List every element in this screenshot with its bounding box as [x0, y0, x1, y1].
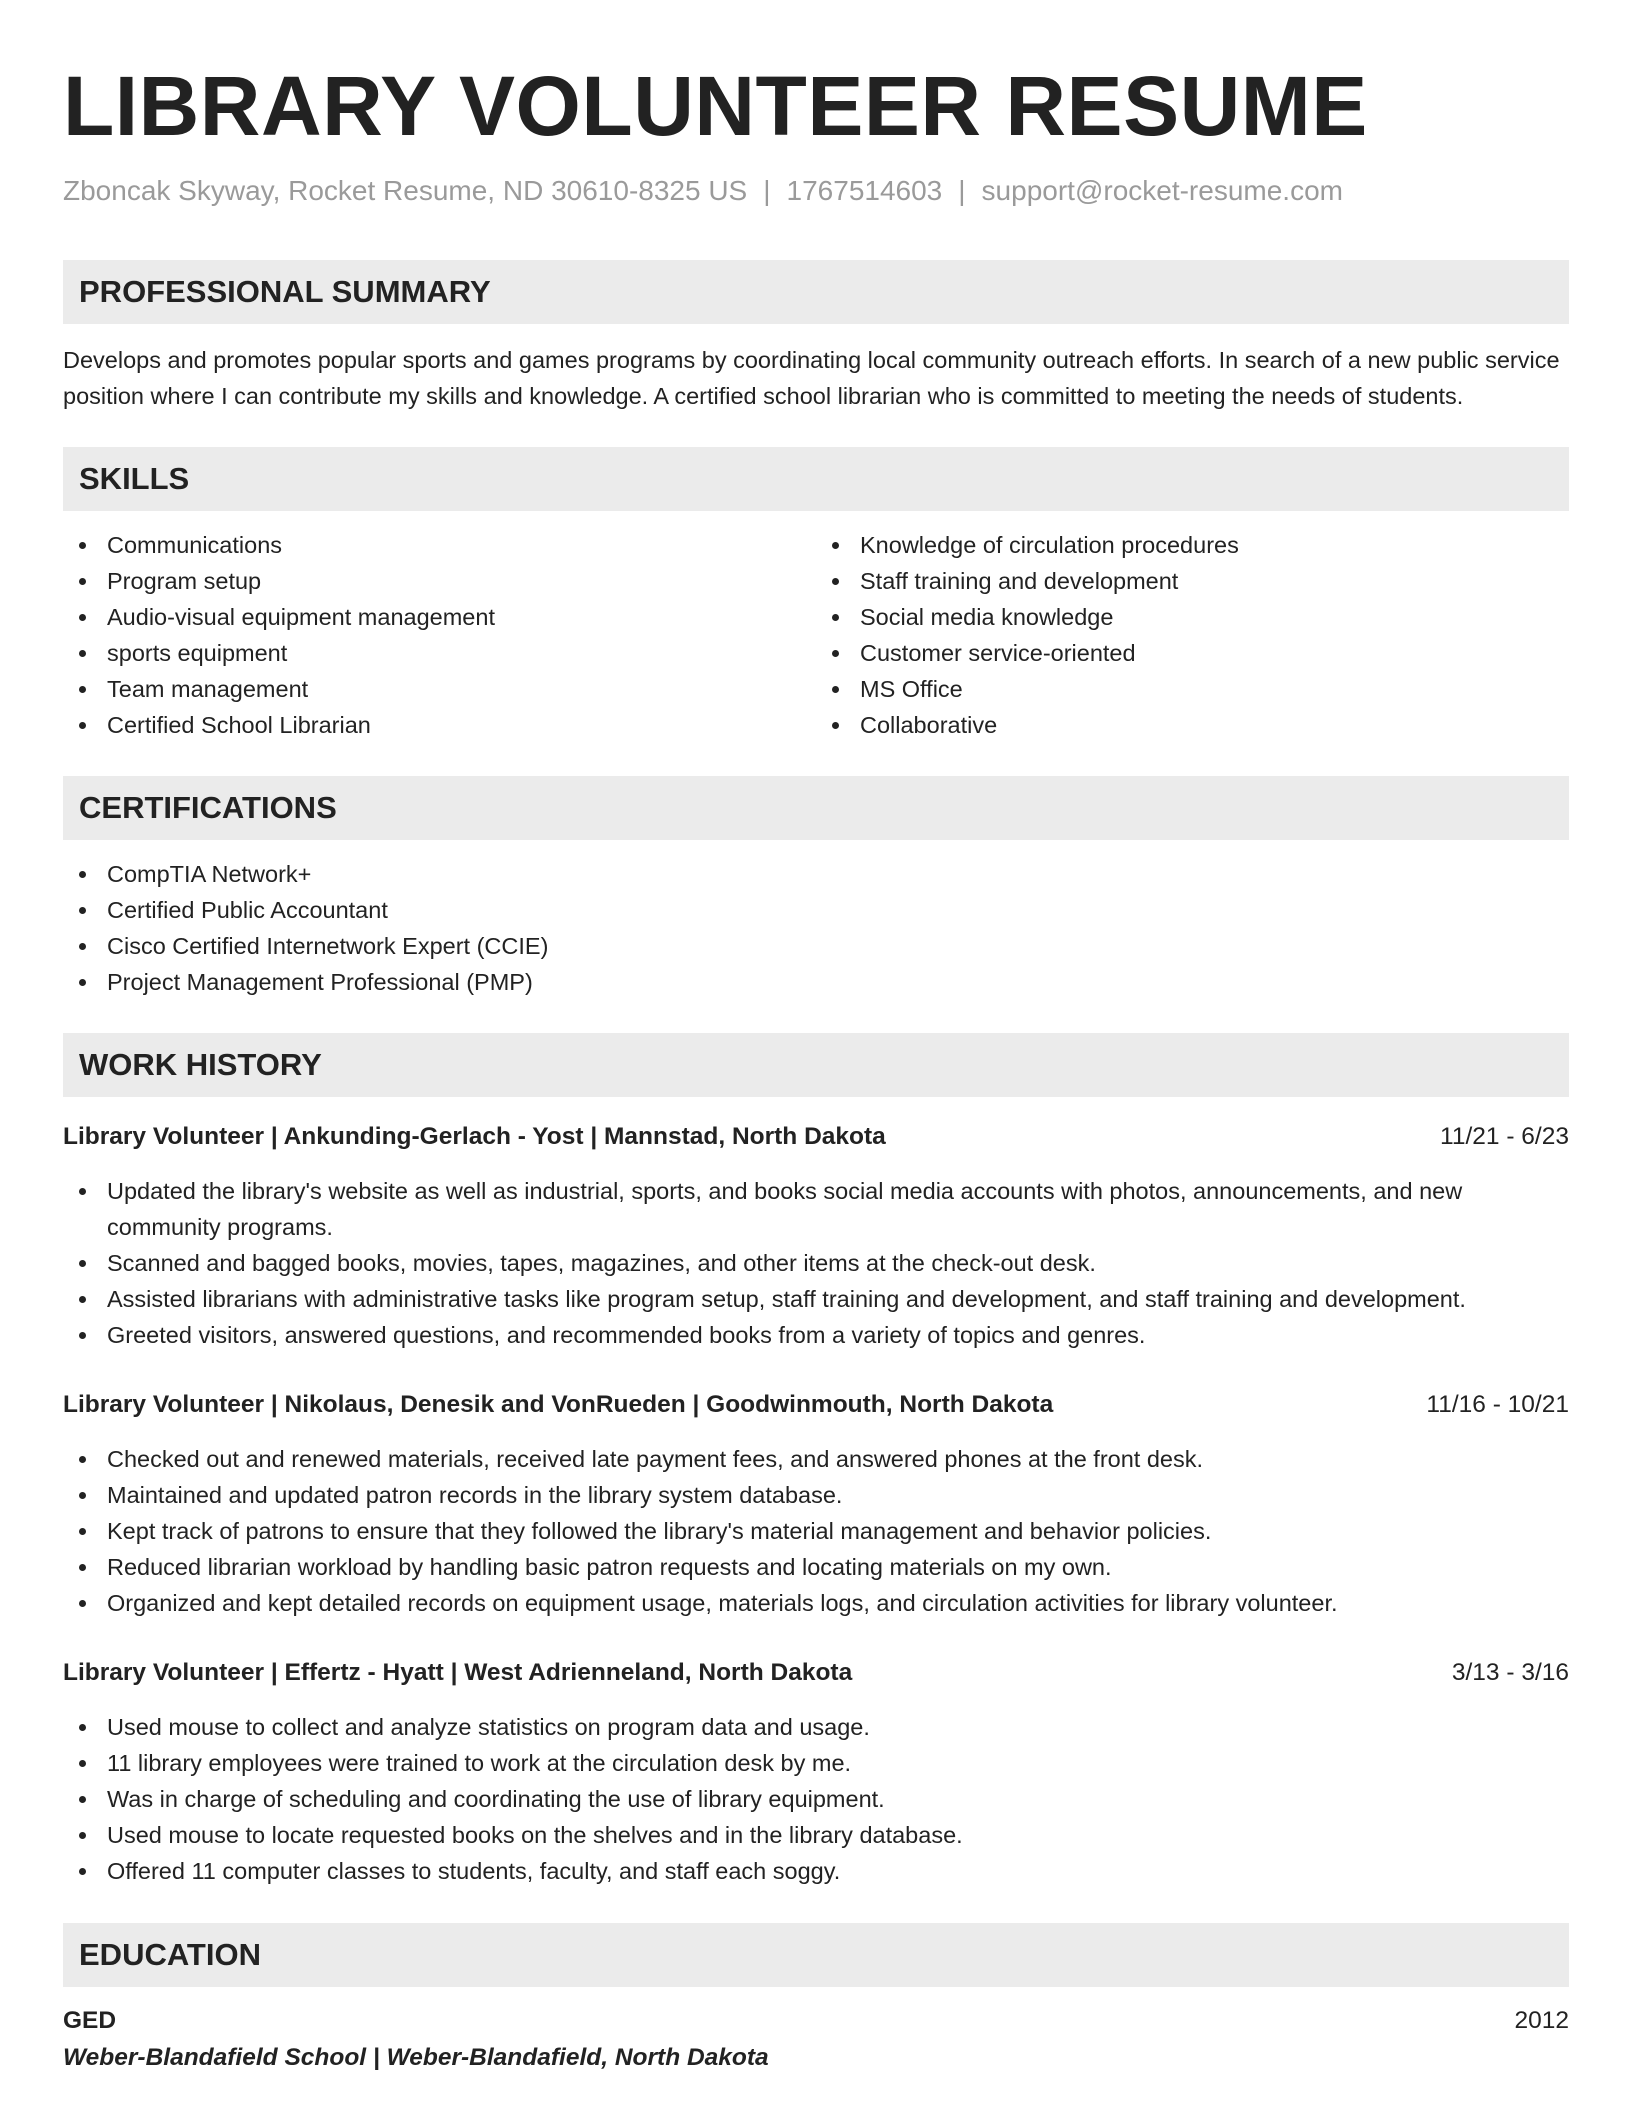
job-duty: 11 library employees were trained to work at the circulation desk by me.: [63, 1745, 1569, 1781]
contact-address: Zboncak Skyway, Rocket Resume, ND 30610-8325 US: [63, 175, 748, 206]
skill-item: MS Office: [816, 671, 1569, 707]
contact-line: [63, 174, 1569, 208]
skill-item: Communications: [63, 527, 816, 563]
contact-phone: 1767514603: [786, 175, 943, 206]
job-duty: Updated the library's website as well as industrial, sports, and books social media accounts with photos, announcements, and new community programs.: [63, 1173, 1569, 1245]
skills-left-list: [63, 527, 816, 743]
section-title: CERTIFICATIONS: [79, 790, 337, 825]
skill-item: Social media knowledge: [816, 599, 1569, 635]
section-header-skills: [63, 447, 1569, 511]
job-title: Library Volunteer | Ankunding-Gerlach - Yost | Mannstad, North Dakota: [63, 1123, 886, 1150]
job-duty: Offered 11 computer classes to students, faculty, and staff each soggy.: [63, 1853, 1569, 1889]
job-duties-list: [63, 1709, 1569, 1889]
skills-grid: [63, 527, 1569, 743]
education-year: 2012: [1514, 2007, 1569, 2034]
job-title: Library Volunteer | Nikolaus, Denesik and VonRueden | Goodwinmouth, North Dakota: [63, 1391, 1054, 1418]
job-duty: Was in charge of scheduling and coordinating the use of library equipment.: [63, 1781, 1569, 1817]
job-duties-list: [63, 1173, 1569, 1353]
education-degree: GED: [63, 2007, 117, 2034]
skill-item: Team management: [63, 671, 816, 707]
certification-item: Cisco Certified Internetwork Expert (CCIE): [63, 928, 1569, 964]
job-title: Library Volunteer | Effertz - Hyatt | West Adrienneland, North Dakota: [63, 1659, 853, 1686]
contact-separator: |: [958, 175, 966, 206]
education-header: [63, 2003, 1569, 2039]
skill-item: Collaborative: [816, 707, 1569, 743]
job-header: [63, 1655, 1569, 1691]
job-duty: Greeted visitors, answered questions, and recommended books from a variety of topics and genres.: [63, 1317, 1569, 1353]
section-header-education: [63, 1923, 1569, 1987]
job-duties-list: [63, 1441, 1569, 1621]
certifications-list: [63, 856, 1569, 1000]
job-duty: Scanned and bagged books, movies, tapes, magazines, and other items at the check-out desk.: [63, 1245, 1569, 1281]
job-entry: [63, 1119, 1569, 1353]
contact-email: support@rocket-resume.com: [981, 175, 1343, 206]
job-duty: Assisted librarians with administrative tasks like program setup, staff training and development, and staff training and development.: [63, 1281, 1569, 1317]
skill-item: sports equipment: [63, 635, 816, 671]
job-duty: Kept track of patrons to ensure that they followed the library's material management and behavior policies.: [63, 1513, 1569, 1549]
job-duty: Used mouse to locate requested books on the shelves and in the library database.: [63, 1817, 1569, 1853]
section-header-work-history: [63, 1033, 1569, 1097]
certification-item: Project Management Professional (PMP): [63, 964, 1569, 1000]
job-dates: 11/16 - 10/21: [1426, 1391, 1569, 1418]
job-dates: 3/13 - 3/16: [1451, 1659, 1569, 1686]
skill-item: Customer service-oriented: [816, 635, 1569, 671]
skill-item: Knowledge of circulation procedures: [816, 527, 1569, 563]
contact-separator: |: [763, 175, 771, 206]
education-school: Weber-Blandafield School | Weber-Blandafield, North Dakota: [63, 2044, 769, 2071]
skill-item: Audio-visual equipment management: [63, 599, 816, 635]
skill-item: Staff training and development: [816, 563, 1569, 599]
job-duty: Organized and kept detailed records on equipment usage, materials logs, and circulation activities for library volunteer.: [63, 1585, 1569, 1621]
section-title: SKILLS: [79, 461, 190, 496]
education-entry: [63, 2003, 1569, 2077]
job-entry: [63, 1387, 1569, 1621]
section-title: WORK HISTORY: [79, 1047, 322, 1082]
job-entry: [63, 1655, 1569, 1889]
job-duty: Reduced librarian workload by handling basic patron requests and locating materials on my own.: [63, 1549, 1569, 1585]
job-header: [63, 1119, 1569, 1155]
summary-text: Develops and promotes popular sports and games programs by coordinating local community outreach efforts. In search of a new public service position where I can contribute my skills and knowledge. A certified school librarian who is committed to meeting the needs of students.: [63, 347, 1560, 409]
section-header-summary: [63, 260, 1569, 324]
section-title: EDUCATION: [79, 1937, 261, 1972]
section-title: PROFESSIONAL SUMMARY: [79, 274, 491, 309]
job-header: [63, 1387, 1569, 1423]
skills-right-list: [816, 527, 1569, 743]
skill-item: Certified School Librarian: [63, 707, 816, 743]
certification-item: CompTIA Network+: [63, 856, 1569, 892]
job-duty: Used mouse to collect and analyze statistics on program data and usage.: [63, 1709, 1569, 1745]
certification-item: Certified Public Accountant: [63, 892, 1569, 928]
resume-title: LIBRARY VOLUNTEER RESUME: [63, 59, 1368, 153]
job-dates: 11/21 - 6/23: [1440, 1123, 1569, 1150]
skill-item: Program setup: [63, 563, 816, 599]
job-duty: Maintained and updated patron records in the library system database.: [63, 1477, 1569, 1513]
section-header-certifications: [63, 776, 1569, 840]
job-duty: Checked out and renewed materials, received late payment fees, and answered phones at the front desk.: [63, 1441, 1569, 1477]
